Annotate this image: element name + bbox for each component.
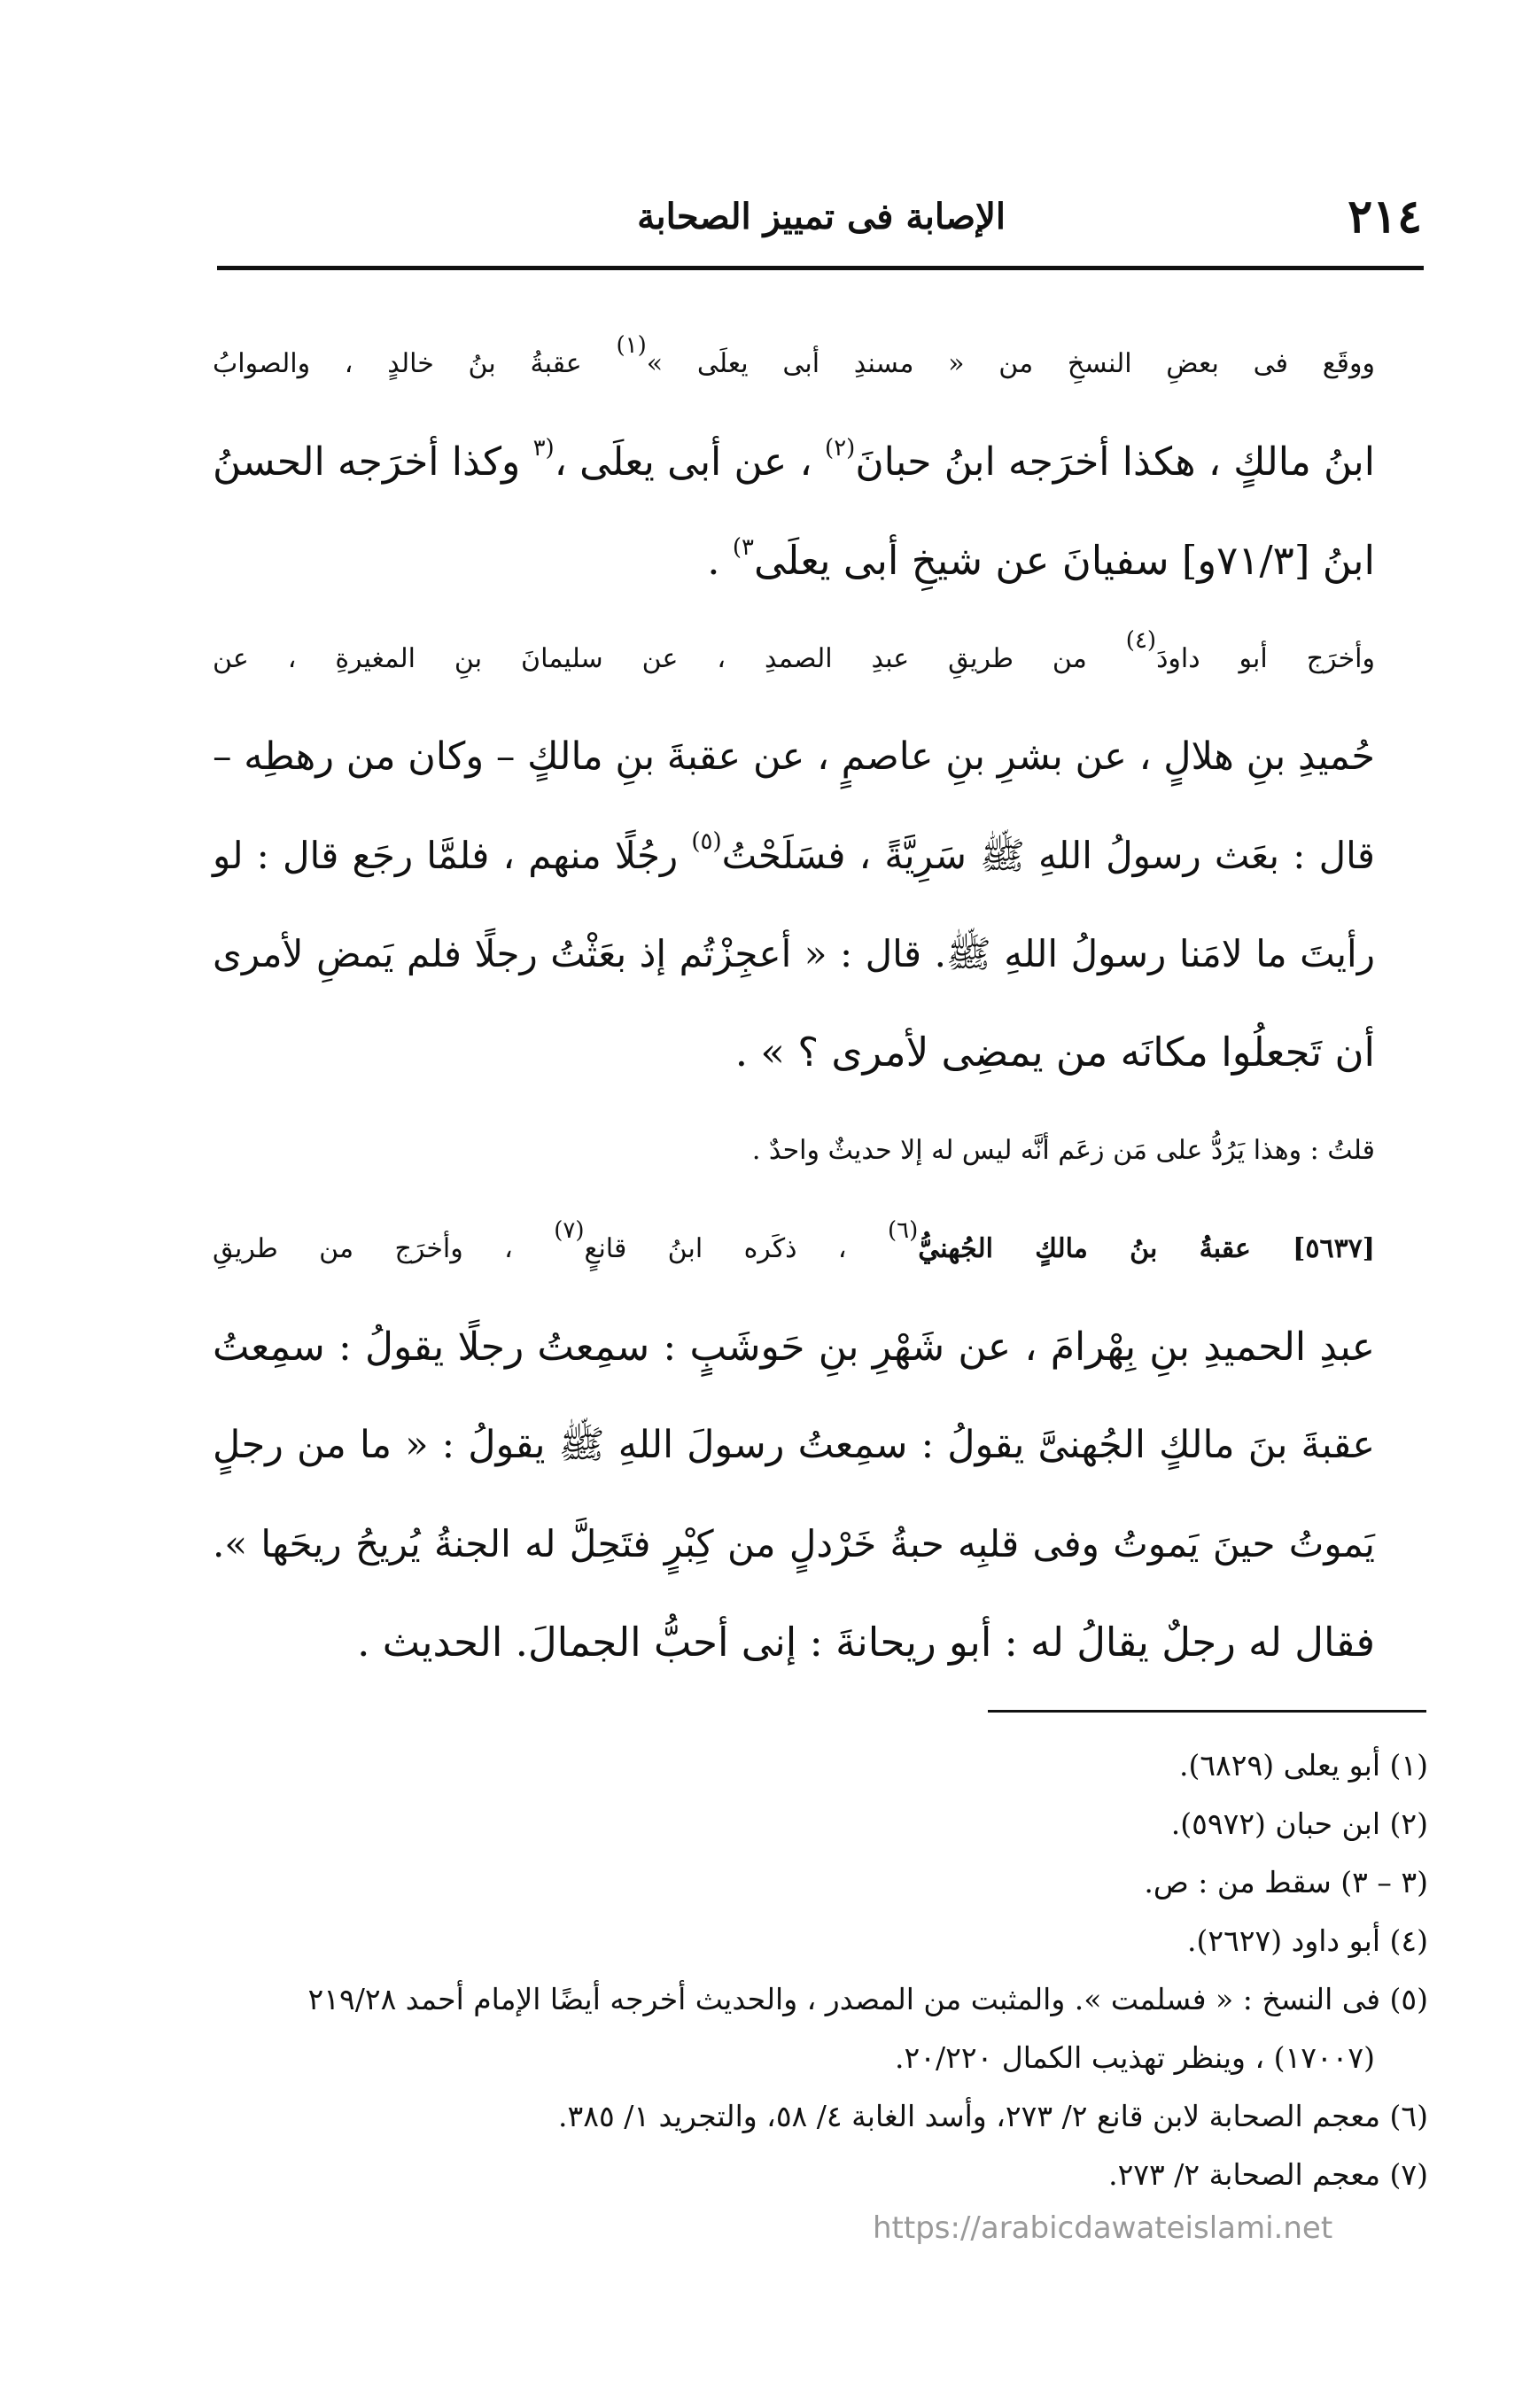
footnote-1: (١) أبو يعلى (٦٨٢٩). (1178, 1748, 1428, 1783)
text-line: ابنُ [٧١/٣و] سفيانَ عن شيخِ أبى يعلَى$^{٣)}$ . (707, 534, 1375, 584)
footnote-ref: (٣ (532, 435, 555, 462)
text-line: عبدِ الحميدِ بنِ بِهْرامَ ، عن شَهْرِ بنِ حَوشَبٍ : سمِعتُ رجلًا يقولُ : سمِعتُ (213, 1324, 1375, 1370)
text-line: قلتُ : وهذا يَرُدُّ على مَن زعَم أنَّه ليس له إلا حديثٌ واحدٌ . (751, 1135, 1375, 1166)
running-title: الإصابة فى تمييز الصحابة (637, 196, 1006, 237)
page-number: ٢١٤ (1348, 190, 1422, 244)
footnotes (213, 1736, 1428, 2204)
footnote-separator (988, 1710, 1426, 1713)
footnote-ref: (٧) (554, 1217, 585, 1244)
footnote-ref: (١) (616, 332, 647, 359)
footnote-3: (٣ – ٣) سقط من : ص. (1144, 1865, 1428, 1899)
footnote-2: (٢) ابن حبان (٥٩٧٢). (1170, 1806, 1428, 1841)
footnote-5: (٥) فى النسخ : « فسلمت ». والمثبت من المصدر ، والحديث أخرجه أيضًا الإمام أحمد ٢١٩/٢٨ (307, 1982, 1428, 2016)
footnote-ref: (٢) (825, 435, 856, 462)
text-line: ابنُ مالكٍ ، هكذا أخرَجه ابنُ حبانَ$^{(٢)}$ ، عن أبى يعلَى ،$^{(٣}$ وكذا أخرَجه الحسنُ (213, 435, 1375, 485)
footnote-ref: ٣) (732, 534, 754, 561)
paragraph-4-entry (213, 1200, 1428, 1691)
text-line: ووقَع فى بعضِ النسخِ من « مسندِ أبى يعلَى »$^{(١)}$ عقبةُ بنُ خالدٍ ، والصوابُ (213, 332, 1376, 379)
header-rule (217, 266, 1424, 270)
footnote-5-continued: (١٧٠٠٧) ، وينظر تهذيب الكمال ٢٠/٢٢٠. (895, 2040, 1375, 2075)
text-line: حُميدِ بنِ هلالٍ ، عن بشرِ بنِ عاصمٍ ، عن عقبةَ بنِ مالكٍ – وكان من رهطِه – (213, 734, 1375, 779)
footnote-6: (٦) معجم الصحابة لابن قانع ٢/ ٢٧٣، وأسد الغابة ٤/ ٥٨، والتجريد ١/ ٣٨٥. (558, 2099, 1428, 2133)
text-line: يَموتُ حينَ يَموتُ وفى قلبِه حبةُ خَرْدلٍ من كِبْرٍ فتَحِلَّ له الجنةُ يُريحُ ريحَها ». (213, 1522, 1375, 1565)
text-line: فقال له رجلٌ يقالُ له : أبو ريحانةَ : إنى أحبُّ الجمالَ. الحديث . (357, 1619, 1375, 1666)
text-line: عقبةَ بنَ مالكٍ الجُهنىَّ يقولُ : سمِعتُ رسولَ اللهِ ﷺ يقولُ : « ما من رجلٍ (213, 1423, 1375, 1467)
paragraph-1 (213, 315, 1428, 610)
footnote-ref: (٥) (691, 828, 722, 855)
page-header (217, 182, 1422, 252)
footnote-7: (٧) معجم الصحابة ٢/ ٢٧٣. (1108, 2157, 1428, 2192)
footnote-ref: (٦) (887, 1217, 919, 1244)
text-line: أن تَجعلُوا مكانَه من يمضِى لأمرى ؟ » . (734, 1029, 1375, 1076)
paragraph-2 (213, 610, 1428, 1101)
entry-number: [٥٦٣٧] (1293, 1233, 1375, 1264)
footnote-4: (٤) أبو داود (٢٦٢٧). (1186, 1923, 1428, 1958)
footnote-ref: (٤) (1125, 627, 1157, 654)
text-line: قال : بعَث رسولُ اللهِ ﷺ سَرِيَّةً ، فسَلَحْتُ$^{(٥)}$ رجُلًا منهم ، فلمَّا رجَع قال : لو (213, 828, 1375, 877)
text-line: رأيتَ ما لامَنا رسولُ اللهِ ﷺ. قال : « أعجِزْتُم إذ بعَثْتُ رجلًا فلم يَمضِ لأمرى (213, 932, 1375, 975)
main-text (213, 315, 1428, 1691)
paragraph-3 (213, 1101, 1428, 1200)
text-line: وأخرَج أبو داودَ$^{(٤)}$ من طريقِ عبدِ الصمدِ ، عن سليمانَ بنِ المغيرةِ ، عن (213, 627, 1375, 674)
text-line: [٥٦٣٧] عقبةُ بنُ مالكٍ الجُهنيُّ$^{(٦)}$ ، ذكَره ابنُ قانعٍ$^{(٧)}$ ، وأخرَج من طريقِ (213, 1217, 1375, 1264)
watermark-url: https://arabicdawateislami.net (873, 2210, 1333, 2246)
entry-name: عقبةُ بنُ مالكٍ الجُهنيُّ (918, 1233, 1293, 1264)
